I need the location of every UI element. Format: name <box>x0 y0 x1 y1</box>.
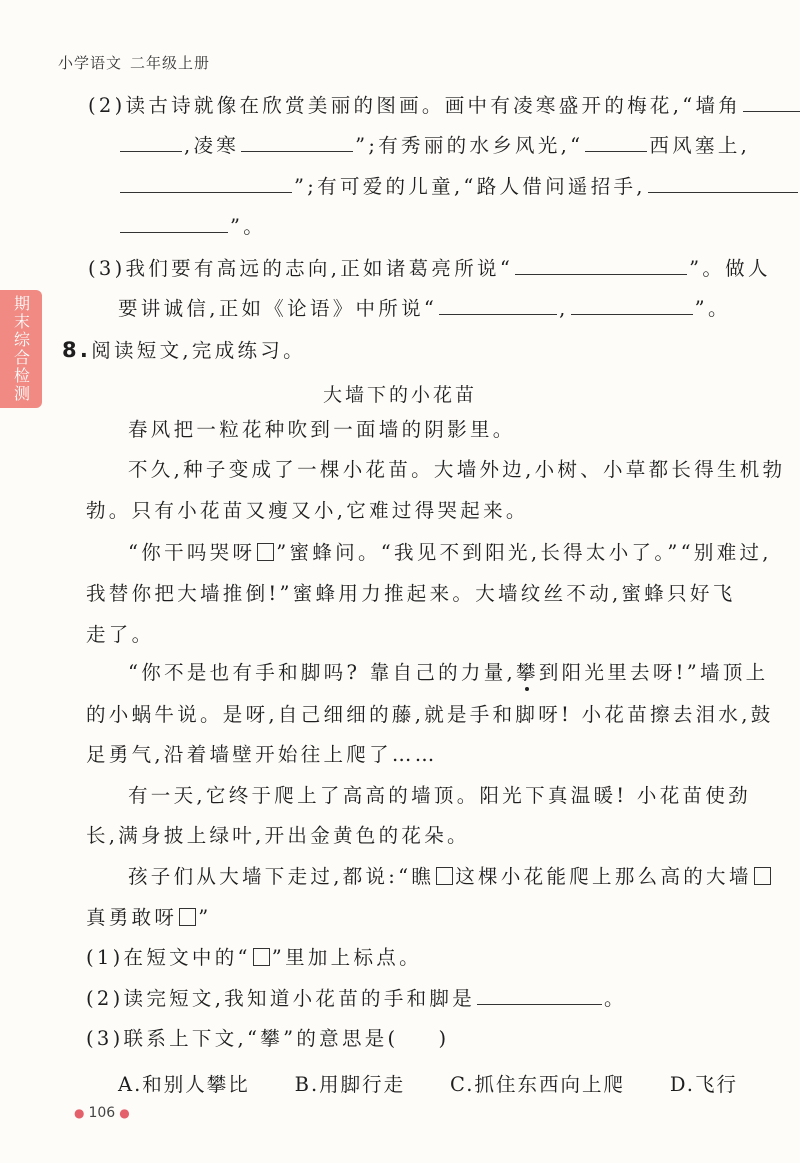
text: (3)联系上下文,“攀”的意思是( <box>86 1027 399 1050</box>
passage-line: 走了。 <box>86 623 155 646</box>
text: ”。 <box>230 215 267 238</box>
q7-part2-line1 <box>88 96 800 116</box>
passage-line: 有一天,它终于爬上了高高的墙顶。阳光下真温暖! 小花苗使劲 <box>128 784 751 807</box>
passage-line <box>128 543 772 563</box>
text: ” <box>198 906 212 929</box>
option-b[interactable]: B.用脚行走 <box>294 1073 406 1096</box>
text: ”。做人 <box>689 257 771 280</box>
emphasized-char: 攀 <box>516 661 539 684</box>
answer-blank[interactable] <box>571 313 693 315</box>
dot-icon: ● <box>119 1106 130 1120</box>
passage-line: 足勇气,沿着墙壁开始往上爬了…… <box>86 743 438 766</box>
text: ”;有可爱的儿童,“路人借问遥招手, <box>294 175 646 198</box>
answer-options <box>118 1069 738 1097</box>
header-grade: 二年级上册 <box>130 54 211 72</box>
option-a[interactable]: A.和别人攀比 <box>118 1073 250 1096</box>
text: (2)读完短文,我知道小花苗的手和脚是 <box>86 987 476 1010</box>
page-number <box>70 1105 134 1121</box>
subquestion-2 <box>86 989 627 1009</box>
answer-blank[interactable] <box>120 231 228 233</box>
text: 到阳光里去呀!”墙顶上 <box>538 661 769 684</box>
page-number-text: 106 <box>88 1105 116 1121</box>
question-number: 8. <box>62 338 92 362</box>
q7-part3-line2 <box>118 299 731 319</box>
side-tab-label: 期末综合检测 <box>11 295 31 403</box>
text: , <box>559 297 569 320</box>
text: ,凌寒 <box>184 134 240 157</box>
punctuation-box[interactable] <box>754 867 771 885</box>
text: “你不是也有手和脚吗? 靠自己的力量, <box>128 661 517 684</box>
answer-blank[interactable] <box>120 150 182 152</box>
passage-line: 不久,种子变成了一棵小花苗。大墙外边,小树、小草都长得生机勃 <box>128 458 786 481</box>
box-symbol <box>253 948 270 966</box>
q7-part2-line4 <box>118 217 266 237</box>
header-subject: 小学语文 <box>58 54 123 72</box>
text: 。 <box>604 987 627 1010</box>
text: (1)在短文中的“ <box>86 946 251 969</box>
text: “你干吗哭呀 <box>128 541 256 564</box>
passage-line <box>86 908 211 928</box>
text: 要讲诚信,正如《论语》中所说“ <box>118 297 438 320</box>
answer-blank[interactable] <box>477 1003 602 1005</box>
text: 这棵小花能爬上那么高的大墙 <box>455 865 752 888</box>
text: ”里加上标点。 <box>271 946 422 969</box>
q7-part2-line3 <box>118 177 800 197</box>
answer-blank[interactable] <box>120 191 292 193</box>
q7-part3-line1 <box>88 259 771 279</box>
subquestion-3 <box>86 1029 449 1049</box>
text: 西风塞上, <box>649 134 751 157</box>
punctuation-box[interactable] <box>257 543 274 561</box>
passage-line: 春风把一粒花种吹到一面墙的阴影里。 <box>128 418 516 441</box>
answer-blank[interactable] <box>439 313 557 315</box>
answer-blank[interactable] <box>648 191 798 193</box>
option-d[interactable]: D.飞行 <box>669 1073 738 1096</box>
passage-line: 我替你把大墙推倒!”蜜蜂用力推起来。大墙纹丝不动,蜜蜂只好飞 <box>86 582 736 605</box>
subquestion-1 <box>86 948 422 968</box>
punctuation-box[interactable] <box>179 908 196 926</box>
q8-heading <box>62 340 306 361</box>
answer-blank[interactable] <box>241 150 353 152</box>
text: ) <box>438 1027 450 1050</box>
passage-line: 勃。只有小花苗又瘦又小,它难过得哭起来。 <box>86 499 529 522</box>
punctuation-box[interactable] <box>436 867 453 885</box>
passage-line: 的小蜗牛说。是呀,自己细细的藤,就是手和脚呀! 小花苗擦去泪水,鼓 <box>86 703 774 726</box>
dot-icon: ● <box>74 1106 85 1120</box>
answer-blank[interactable] <box>585 150 647 152</box>
text: (2)读古诗就像在欣赏美丽的图画。画中有凌寒盛开的梅花,“墙角 <box>88 94 742 117</box>
answer-blank[interactable] <box>515 273 687 275</box>
answer-blank[interactable] <box>743 110 800 112</box>
passage-title: 大墙下的小花苗 <box>322 384 477 406</box>
page-header <box>58 52 210 73</box>
text: ”;有秀丽的水乡风光,“ <box>355 134 584 157</box>
text: ”。 <box>694 297 731 320</box>
text: (3)我们要有高远的志向,正如诸葛亮所说“ <box>88 257 514 280</box>
q7-part2-line2 <box>118 136 750 156</box>
passage-line <box>128 867 773 887</box>
text: 孩子们从大墙下走过,都说:“瞧 <box>128 865 435 888</box>
text: 真勇敢呀 <box>86 906 178 929</box>
question-instruction: 阅读短文,完成练习。 <box>91 339 306 362</box>
text: ”蜜蜂问。“我见不到阳光,长得太小了。”“别难过, <box>276 541 772 564</box>
option-c[interactable]: C.抓住东西向上爬 <box>450 1073 625 1096</box>
passage-line <box>128 663 768 683</box>
passage-line: 长,满身披上绿叶,开出金黄色的花朵。 <box>86 824 470 847</box>
